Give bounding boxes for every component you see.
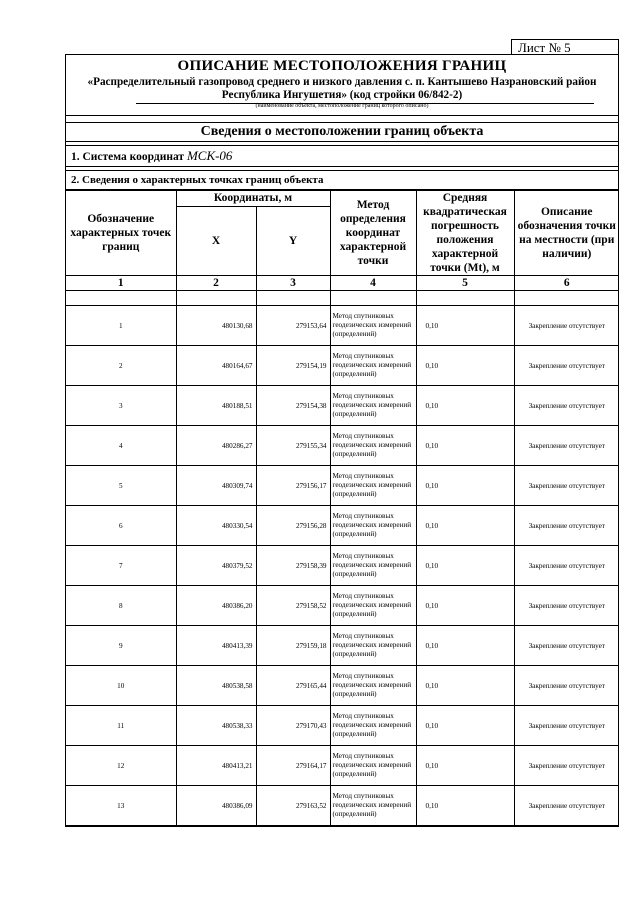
accuracy-cell: 0,10	[416, 706, 514, 746]
section-title: Сведения о местоположении границ объекта	[66, 123, 618, 142]
coordinate-y: 279164,17	[256, 746, 330, 786]
description-cell: Закрепление отсутствует	[514, 786, 619, 826]
accuracy-cell: 0,10	[416, 346, 514, 386]
point-number: 4	[66, 426, 176, 466]
point-number: 6	[66, 506, 176, 546]
coordinate-x: 480286,27	[176, 426, 256, 466]
description-cell: Закрепление отсутствует	[514, 306, 619, 346]
points-section-label: 2. Сведения о характерных точках границ объекта	[66, 171, 618, 190]
empty-cell	[416, 291, 514, 306]
point-number: 11	[66, 706, 176, 746]
table-row	[66, 466, 619, 506]
coordinate-x: 480309,74	[176, 466, 256, 506]
header-method: Метод определения координат характерной точки	[330, 191, 416, 276]
table-row	[66, 666, 619, 706]
table-row	[66, 586, 619, 626]
coordinate-y: 279163,52	[256, 786, 330, 826]
accuracy-cell: 0,10	[416, 666, 514, 706]
coordinate-y: 279158,52	[256, 586, 330, 626]
coordinate-y: 279165,44	[256, 666, 330, 706]
divider	[66, 116, 618, 123]
point-number: 7	[66, 546, 176, 586]
method-cell: Метод спутниковых геодезических измерений (определений)	[330, 586, 416, 626]
point-number: 5	[66, 466, 176, 506]
coordinate-y: 279159,18	[256, 626, 330, 666]
header-coordinates: Координаты, м	[176, 191, 330, 207]
coordinate-y: 279156,17	[256, 466, 330, 506]
accuracy-cell: 0,10	[416, 626, 514, 666]
header-error	[416, 191, 514, 276]
point-number: 9	[66, 626, 176, 666]
coordinate-x: 480188,51	[176, 386, 256, 426]
document-title: ОПИСАНИЕ МЕСТОПОЛОЖЕНИЯ ГРАНИЦ	[177, 58, 507, 74]
description-cell: Закрепление отсутствует	[514, 466, 619, 506]
column-number: 4	[330, 276, 416, 291]
empty-cell	[256, 291, 330, 306]
coordinate-y: 279154,38	[256, 386, 330, 426]
empty-cell	[514, 291, 619, 306]
points-table-body	[66, 306, 619, 826]
description-cell: Закрепление отсутствует	[514, 546, 619, 586]
empty-cell	[66, 291, 176, 306]
description-cell: Закрепление отсутствует	[514, 626, 619, 666]
coordinate-x: 480386,09	[176, 786, 256, 826]
coordinate-x: 480130,68	[176, 306, 256, 346]
table-row	[66, 426, 619, 466]
method-cell: Метод спутниковых геодезических измерений (определений)	[330, 666, 416, 706]
method-cell: Метод спутниковых геодезических измерений (определений)	[330, 346, 416, 386]
description-cell: Закрепление отсутствует	[514, 346, 619, 386]
accuracy-cell: 0,10	[416, 546, 514, 586]
points-table	[66, 190, 619, 826]
table-row	[66, 306, 619, 346]
table-row	[66, 746, 619, 786]
method-cell: Метод спутниковых геодезических измерений (определений)	[330, 546, 416, 586]
method-cell: Метод спутниковых геодезических измерений (определений)	[330, 626, 416, 666]
header-error-text: Средняя квадратическая погрешность положения характерной точки (Mt), м	[423, 192, 507, 274]
spacer-row	[66, 291, 619, 306]
coordinate-y: 279156,28	[256, 506, 330, 546]
column-number: 2	[176, 276, 256, 291]
sheet-number: Лист № 5	[511, 39, 619, 55]
point-number: 8	[66, 586, 176, 626]
coordinate-x: 480413,21	[176, 746, 256, 786]
coordinate-y: 279154,19	[256, 346, 330, 386]
accuracy-cell: 0,10	[416, 466, 514, 506]
coordinate-y: 279170,43	[256, 706, 330, 746]
description-cell: Закрепление отсутствует	[514, 426, 619, 466]
accuracy-cell: 0,10	[416, 746, 514, 786]
coordinate-system-value: МСК-06	[186, 148, 233, 163]
empty-cell	[330, 291, 416, 306]
method-cell: Метод спутниковых геодезических измерений (определений)	[330, 426, 416, 466]
coordinate-x: 480379,52	[176, 546, 256, 586]
accuracy-cell: 0,10	[416, 786, 514, 826]
description-cell: Закрепление отсутствует	[514, 386, 619, 426]
accuracy-cell: 0,10	[416, 586, 514, 626]
point-number: 10	[66, 666, 176, 706]
accuracy-cell: 0,10	[416, 386, 514, 426]
coordinate-x: 480164,67	[176, 346, 256, 386]
description-cell: Закрепление отсутствует	[514, 666, 619, 706]
accuracy-cell: 0,10	[416, 426, 514, 466]
coordinate-y: 279153,64	[256, 306, 330, 346]
accuracy-cell: 0,10	[416, 306, 514, 346]
method-cell: Метод спутниковых геодезических измерений (определений)	[330, 306, 416, 346]
header-description: Описание обозначения точки на местности (при наличии)	[514, 191, 619, 276]
description-cell: Закрепление отсутствует	[514, 706, 619, 746]
table-row	[66, 706, 619, 746]
method-cell: Метод спутниковых геодезических измерений (определений)	[330, 786, 416, 826]
method-cell: Метод спутниковых геодезических измерений (определений)	[330, 706, 416, 746]
object-name: «Распределительный газопровод среднего и низкого давления с. п. Кантышево Назрановский район Республика Ингушетия» (код стройки 06/842-2)	[87, 76, 597, 101]
header-x: X	[176, 206, 256, 275]
description-cell: Закрепление отсутствует	[514, 746, 619, 786]
column-numbers-row	[66, 276, 619, 291]
description-cell: Закрепление отсутствует	[514, 506, 619, 546]
object-caption: (наименование объекта, местоположение границ которого описано)	[255, 103, 429, 109]
column-number: 5	[416, 276, 514, 291]
point-number: 1	[66, 306, 176, 346]
coordinate-y: 279158,39	[256, 546, 330, 586]
accuracy-cell: 0,10	[416, 506, 514, 546]
method-cell: Метод спутниковых геодезических измерений (определений)	[330, 466, 416, 506]
coordinate-y: 279155,34	[256, 426, 330, 466]
header-y: Y	[256, 206, 330, 275]
point-number: 2	[66, 346, 176, 386]
method-cell: Метод спутниковых геодезических измерений (определений)	[330, 506, 416, 546]
table-row	[66, 546, 619, 586]
table-row	[66, 626, 619, 666]
coordinate-x: 480538,58	[176, 666, 256, 706]
title-block	[66, 55, 618, 116]
table-row	[66, 386, 619, 426]
table-row	[66, 506, 619, 546]
header-point: Обозначение характерных точек границ	[66, 191, 176, 276]
coordinate-x: 480386,20	[176, 586, 256, 626]
method-cell: Метод спутниковых геодезических измерений (определений)	[330, 386, 416, 426]
description-cell: Закрепление отсутствует	[514, 586, 619, 626]
table-row	[66, 786, 619, 826]
column-number: 1	[66, 276, 176, 291]
coordinate-system-row	[66, 146, 618, 167]
column-number: 3	[256, 276, 330, 291]
coordinate-x: 480413,39	[176, 626, 256, 666]
empty-cell	[176, 291, 256, 306]
coordinate-x: 480538,33	[176, 706, 256, 746]
column-number: 6	[514, 276, 619, 291]
coordinate-x: 480330,54	[176, 506, 256, 546]
point-number: 12	[66, 746, 176, 786]
table-row	[66, 346, 619, 386]
method-cell: Метод спутниковых геодезических измерений (определений)	[330, 746, 416, 786]
document-frame	[65, 54, 619, 827]
point-number: 13	[66, 786, 176, 826]
point-number: 3	[66, 386, 176, 426]
coordinate-system-label: 1. Система координат	[71, 151, 185, 163]
